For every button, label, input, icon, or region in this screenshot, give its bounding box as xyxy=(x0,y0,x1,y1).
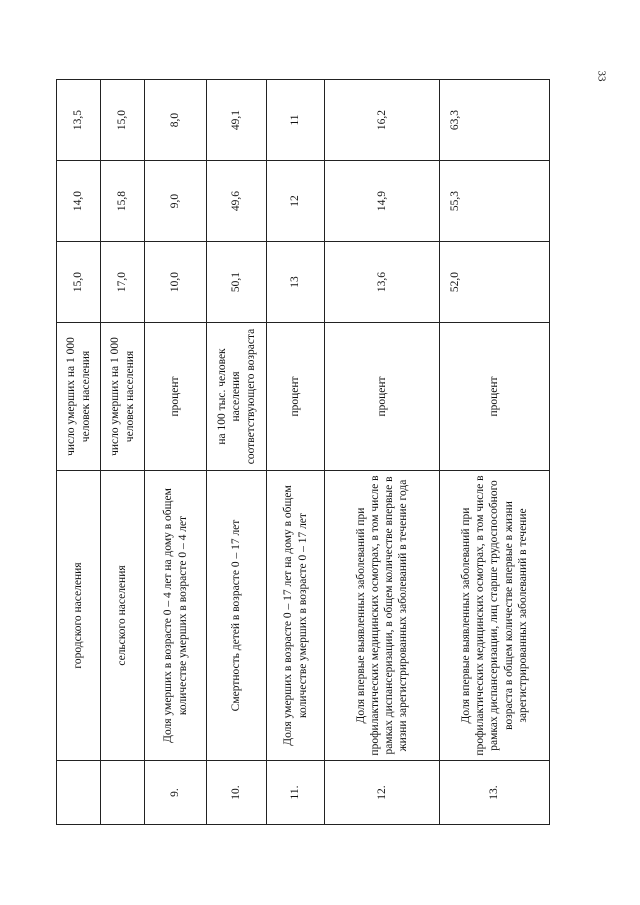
value-cell: 10,0 xyxy=(145,242,207,323)
value-cell: 55,3 xyxy=(440,161,550,242)
row-number: 9. xyxy=(145,761,207,825)
page-number: 33 xyxy=(595,70,608,82)
value-cell: 63,3 xyxy=(440,80,550,161)
table-row xyxy=(440,80,550,825)
value-cell: 8,0 xyxy=(145,80,207,161)
value-cell: 50,1 xyxy=(207,242,267,323)
value-cell: 17,0 xyxy=(101,242,145,323)
indicator-cell: сельского населения xyxy=(101,471,145,761)
row-number: 10. xyxy=(207,761,267,825)
unit-cell: процент xyxy=(145,323,207,471)
rotated-table-container xyxy=(56,80,585,825)
unit-cell: число умерших на 1 000 человек населения xyxy=(101,323,145,471)
indicator-cell: городского населения xyxy=(57,471,101,761)
row-number: 12. xyxy=(325,761,440,825)
table-row xyxy=(267,80,325,825)
value-cell: 9,0 xyxy=(145,161,207,242)
indicator-table xyxy=(56,79,550,825)
value-cell: 49,6 xyxy=(207,161,267,242)
unit-cell: процент xyxy=(440,323,550,471)
indicator-cell: Доля умерших в возрасте 0 – 17 лет на дому в общем количестве умерших в возрасте 0 – 17 лет xyxy=(267,471,325,761)
value-cell: 13,6 xyxy=(325,242,440,323)
row-number: 11. xyxy=(267,761,325,825)
unit-cell: процент xyxy=(325,323,440,471)
value-cell: 15,0 xyxy=(57,242,101,323)
row-number: 13. xyxy=(440,761,550,825)
value-cell: 52,0 xyxy=(440,242,550,323)
value-cell: 15,8 xyxy=(101,161,145,242)
indicator-cell: Доля умерших в возрасте 0 – 4 лет на дому в общем количестве умерших в возрасте 0 – 4 лет xyxy=(145,471,207,761)
value-cell: 49,1 xyxy=(207,80,267,161)
indicator-cell: Доля впервые выявленных заболеваний при профилактических медицинских осмотрах, в том числе в рамках диспансеризации, лиц старше трудоспособного возраста в общем количестве впервые в жизни зарегистрированных заболеваний в течение xyxy=(440,471,550,761)
table-row xyxy=(207,80,267,825)
indicator-cell: Смертность детей в возрасте 0 – 17 лет xyxy=(207,471,267,761)
value-cell: 12 xyxy=(267,161,325,242)
row-number xyxy=(101,761,145,825)
value-cell: 13 xyxy=(267,242,325,323)
value-cell: 13,5 xyxy=(57,80,101,161)
table-row xyxy=(145,80,207,825)
value-cell: 11 xyxy=(267,80,325,161)
unit-cell: процент xyxy=(267,323,325,471)
value-cell: 16,2 xyxy=(325,80,440,161)
indicator-cell: Доля впервые выявленных заболеваний при профилактических медицинских осмотрах, в том числе в рамках диспансеризации, в общем количестве впервые в жизни зарегистрированных заболеваний в течение года xyxy=(325,471,440,761)
table-row xyxy=(101,80,145,825)
unit-cell: на 100 тыс. человек населения соответствующего возраста xyxy=(207,323,267,471)
row-number xyxy=(57,761,101,825)
value-cell: 14,0 xyxy=(57,161,101,242)
unit-cell: число умерших на 1 000 человек населения xyxy=(57,323,101,471)
table-row xyxy=(325,80,440,825)
value-cell: 14,9 xyxy=(325,161,440,242)
table-row xyxy=(57,80,101,825)
value-cell: 15,0 xyxy=(101,80,145,161)
